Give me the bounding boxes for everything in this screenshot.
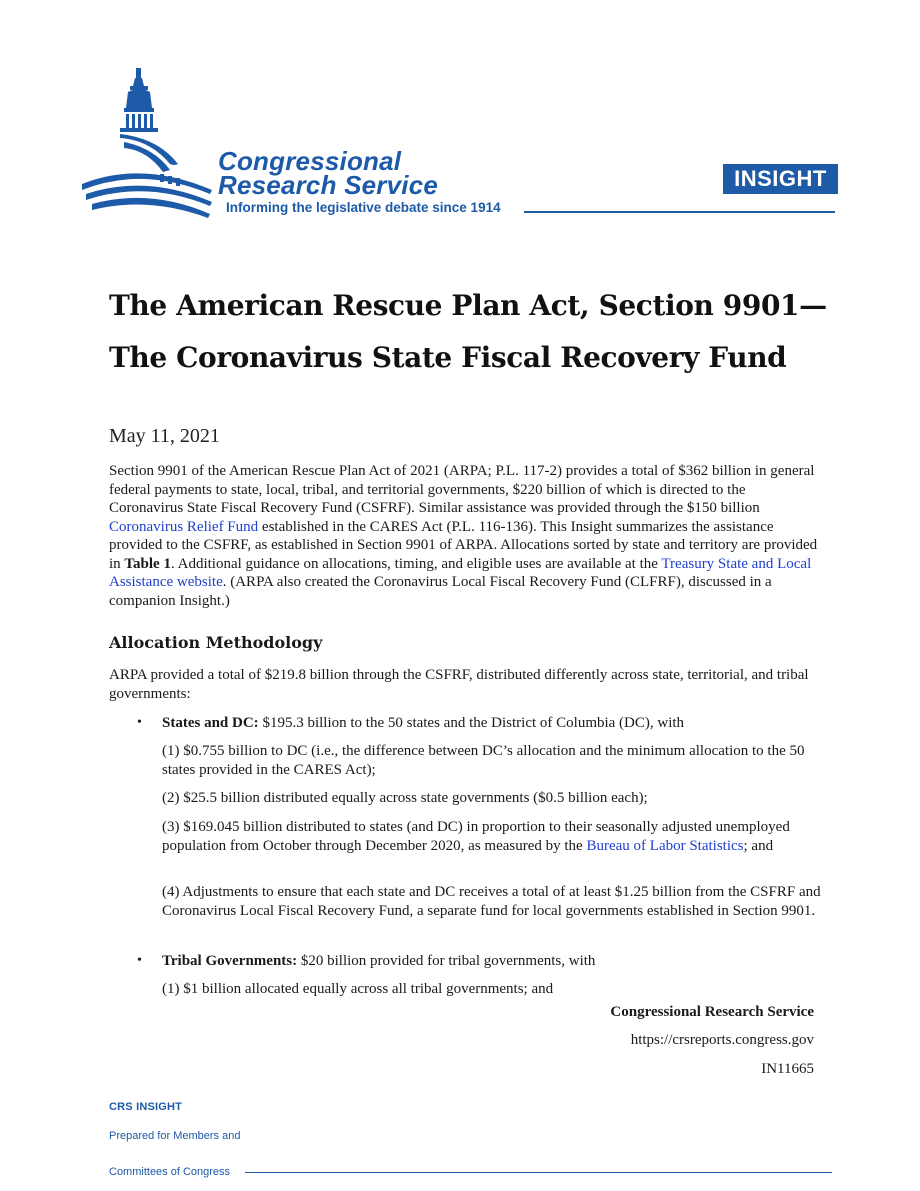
treasury-assistance-link[interactable]: Treasury State and Local Assistance website [109, 555, 812, 590]
sub-item-2: (2) $25.5 billion distributed equally across state governments ($0.5 billion each); [162, 790, 648, 806]
bullet-lead: States and DC: [162, 715, 259, 731]
org-name-line1: Congressional [218, 146, 402, 176]
footer-divider [245, 1172, 832, 1173]
intro-text-3: . Additional guidance on allocations, timing, and eligible uses are available at the [170, 555, 662, 572]
sub-item-1: (1) $0.755 billion to DC (i.e., the difference between DC’s allocation and the minimum allocation to the 50 states provided in the CARES Act); [162, 743, 805, 778]
sub-item-3 [162, 818, 822, 855]
bullet-text: $195.3 billion to the 50 states and the District of Columbia (DC), with [258, 715, 685, 731]
bullet-lead: Tribal Governments: [162, 953, 298, 969]
methodology-intro: ARPA provided a total of $219.8 billion through the CSFRF, distributed differently across state, territorial, and tribal governments: [109, 667, 809, 702]
org-tagline: Informing the legislative debate since 1914 [226, 200, 501, 215]
intro-paragraph [109, 462, 819, 610]
intro-text-2: established in the CARES Act (P.L. 116-136). This Insight summarizes the assistance provided to the CSFRF, as established in Section 9901 of ARPA. Allocations sorted by state and territory are provided in [109, 518, 818, 572]
bullet-text: $20 billion provided for tribal governments, with [297, 953, 596, 969]
insight-badge: INSIGHT [723, 164, 838, 194]
bullet-states-dc [162, 714, 822, 733]
bls-link[interactable]: Bureau of Labor Statistics [586, 837, 744, 854]
footer-org: Congressional Research Service [610, 1004, 814, 1020]
footer-url: https://crsreports.congress.gov [630, 1032, 814, 1048]
org-name-line2: Research Service [218, 170, 439, 200]
publication-date: May 11, 2021 [109, 425, 220, 447]
page-title: The American Rescue Plan Act, Section 9901— The Coronavirus State Fiscal Recovery Fund [109, 289, 827, 374]
bullet-marker: • [137, 953, 142, 968]
intro-text-1: Section 9901 of the American Rescue Plan Act of 2021 (ARPA; P.L. 117-2) provides a total of $362 billion in general federal payments to state, local, tribal, and territorial governments, $220 billion of which is directed to the Coronavirus State Fiscal Recovery Fund (CSFRF). Similar assistance was provided through the $150 billion [109, 463, 815, 516]
crs-insight-label: CRS INSIGHT [109, 1101, 183, 1113]
sub-item-tribal-1: (1) $1 billion allocated equally across all tribal governments; and [162, 981, 554, 997]
footer-id: IN11665 [761, 1061, 814, 1077]
bullet-tribal-governments [162, 952, 822, 971]
capitol-dome-icon [80, 64, 220, 220]
header-divider [524, 211, 835, 213]
bullet-marker: • [137, 715, 142, 730]
committees-text: Committees of Congress [109, 1166, 231, 1178]
sub-item-3-tail: ; and [743, 837, 774, 854]
prepared-for-text: Prepared for Members and [109, 1130, 241, 1142]
coronavirus-relief-fund-link[interactable]: Coronavirus Relief Fund [109, 518, 259, 535]
section-heading: Allocation Methodology [109, 633, 323, 652]
intro-text-4: . (ARPA also created the Coronavirus Local Fiscal Recovery Fund (CLFRF), discussed in a companion Insight.) [109, 574, 772, 609]
sub-item-4: (4) Adjustments to ensure that each state and DC receives a total of at least $1.25 billion from the CSFRF and Coronavirus Local Fiscal Recovery Fund, a separate fund for local governments established in Section 9901. [162, 884, 821, 919]
table-reference: Table 1 [124, 555, 171, 572]
sub-item-3-text: (3) $169.045 billion distributed to states (and DC) in proportion to their seasonally adjusted unemployed population from October through December 2020, as measured by the [162, 819, 790, 854]
